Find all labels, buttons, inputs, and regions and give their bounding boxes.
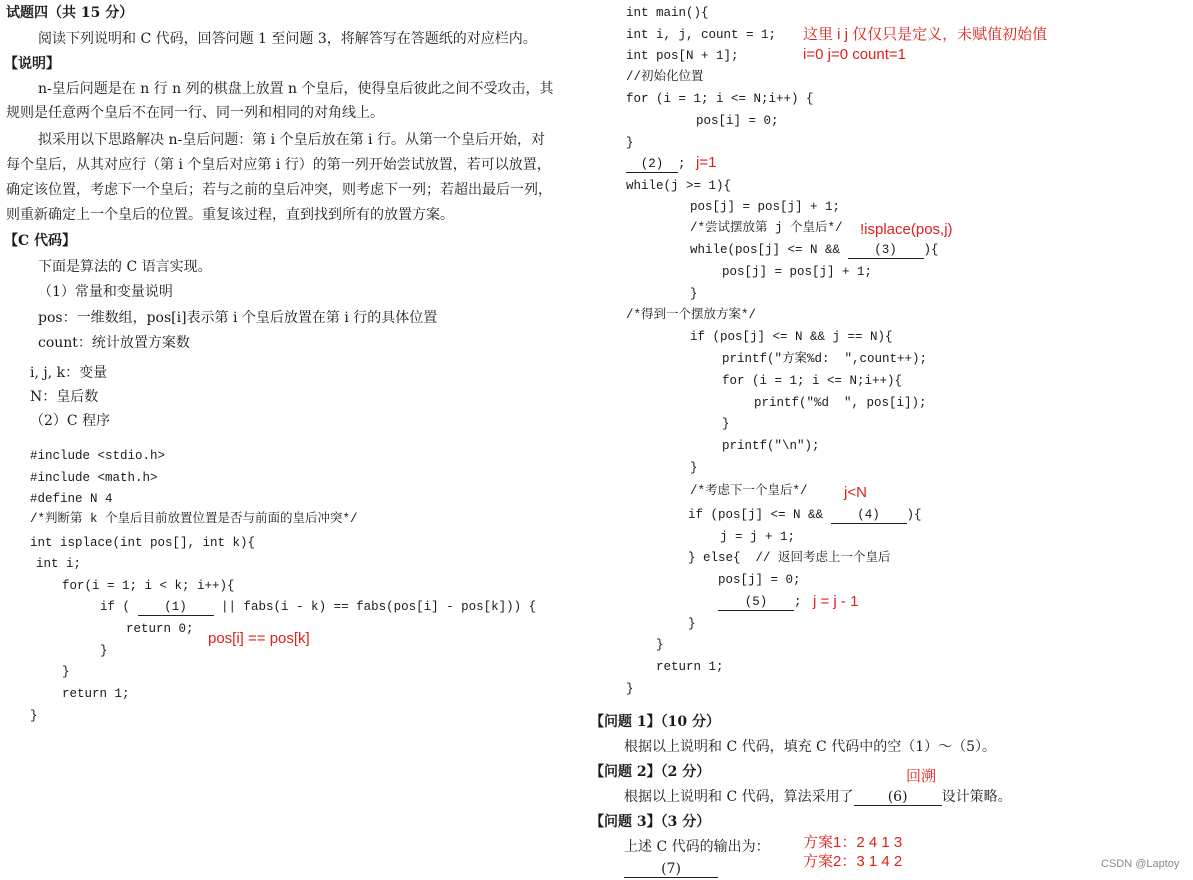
code-comment: /*尝试摆放第 j 个皇后*/: [690, 221, 843, 235]
annotation-note: i=0 j=0 count=1: [803, 46, 907, 63]
code-line: int isplace(int pos[], int k){: [30, 536, 256, 550]
code-line: }: [62, 665, 70, 679]
annotation-answer-3: !isplace(pos,j): [860, 221, 953, 238]
var-description: N：皇后数: [30, 389, 99, 405]
code-line-blank-3: [690, 242, 939, 259]
explanation-line: 拟采用以下思路解决 n-皇后问题：第 i 个皇后放在第 i 行。从第一个皇后开始，对: [38, 132, 545, 148]
code-line: }: [30, 709, 38, 723]
code-line: pos[i] = 0;: [696, 114, 779, 128]
code-line: while(j >= 1){: [626, 179, 732, 193]
ccode-heading: 【C 代码】: [4, 233, 77, 249]
answer-blank-3: (3): [848, 243, 924, 259]
question-fragment: 根据以上说明和 C 代码，算法采用了: [624, 789, 854, 805]
annotation-answer-4: j<N: [844, 484, 867, 501]
code-line: }: [722, 417, 730, 431]
code-line: for(i = 1; i < k; i++){: [62, 579, 235, 593]
question-fragment: 设计策略。: [941, 789, 1012, 805]
code-line: }: [100, 644, 108, 658]
explanation-line: n-皇后问题是在 n 行 n 列的棋盘上放置 n 个皇后，使得皇后彼此之间不受攻击，其: [38, 81, 554, 97]
code-line: for (i = 1; i <= N;i++){: [722, 374, 903, 388]
code-fragment: while(pos[j] <= N &&: [690, 243, 841, 257]
question-text-blank-6: [624, 788, 1012, 806]
code-line: printf("方案%d: ",count++);: [722, 352, 928, 366]
answer-blank-1: (1): [138, 600, 214, 616]
code-comment: /*得到一个摆放方案*/: [626, 308, 757, 322]
code-line: pos[j] = pos[j] + 1;: [690, 200, 841, 214]
explanation-line: 确定该位置，考虑下一个皇后；若与之前的皇后冲突，则考虑下一列；若超出最后一列，: [6, 182, 552, 198]
question-heading: 【问题 3】（3 分）: [590, 814, 711, 830]
explanation-line: 规则是任意两个皇后不在同一行、同一列和相同的对角线上。: [6, 105, 384, 121]
code-line: #define N 4: [30, 492, 113, 506]
question-text: 根据以上说明和 C 代码，填充 C 代码中的空（1）～（5）。: [624, 739, 997, 755]
subsection-heading: （1）常量和变量说明: [38, 284, 173, 300]
explanation-line: 每个皇后，从其对应行（第 i 个皇后对应第 i 行）的第一列开始尝试放置，若可以放置，: [6, 157, 551, 173]
annotation-answer-6: 回溯: [906, 768, 937, 785]
code-line: }: [690, 287, 698, 301]
question-heading: 【问题 1】（10 分）: [590, 714, 720, 730]
code-line: return 1;: [656, 660, 724, 674]
code-line: return 0;: [126, 622, 194, 636]
subsection-heading: （2）C 程序: [30, 413, 111, 429]
code-line: pos[j] = 0;: [718, 573, 801, 587]
answer-blank-5: (5): [718, 595, 794, 611]
code-line: printf("\n");: [722, 439, 820, 453]
code-line-blank-2: [626, 156, 686, 173]
answer-blank-4: (4): [831, 508, 907, 524]
annotation-answer-7: 方案1：2 4 1 3: [803, 834, 903, 851]
explanation-heading: 【说明】: [4, 56, 60, 72]
code-comment: /*考虑下一个皇后*/: [690, 484, 808, 498]
code-line: int i;: [36, 557, 82, 571]
annotation-answer-1: pos[i] == pos[k]: [208, 630, 310, 647]
watermark: CSDN @Laptoy: [1101, 858, 1180, 870]
question-text: 上述 C 代码的输出为：: [624, 839, 770, 855]
ccode-intro: 下面是算法的 C 语言实现。: [38, 259, 212, 275]
code-comment: /*判断第 k 个皇后目前放置位置是否与前面的皇后冲突*/: [30, 512, 358, 526]
code-line-blank-4: [688, 507, 922, 524]
annotation-answer-2: j=1: [696, 154, 717, 171]
code-line: #include <stdio.h>: [30, 449, 166, 463]
annotation-answer-5: j = j - 1: [813, 593, 859, 610]
code-fragment: ){: [923, 243, 939, 257]
code-fragment: ){: [906, 508, 922, 522]
code-line: int i, j, count = 1;: [626, 28, 777, 42]
code-comment: //初始化位置: [626, 70, 704, 84]
var-description: i, j, k：变量: [30, 365, 108, 381]
code-line: #include <math.h>: [30, 471, 158, 485]
code-line: }: [626, 136, 634, 150]
question-blank-line: [624, 860, 718, 878]
code-fragment: ;: [794, 595, 802, 609]
code-fragment: ;: [678, 157, 686, 171]
code-line: return 1;: [62, 687, 130, 701]
code-line: j = j + 1;: [720, 530, 796, 544]
code-line: }: [688, 617, 696, 631]
code-line: } else{ // 返回考虑上一个皇后: [688, 551, 891, 565]
code-line: if (pos[j] <= N && j == N){: [690, 330, 893, 344]
code-fragment: || fabs(i - k) == fabs(pos[i] - pos[k])) {: [221, 600, 537, 614]
annotation-note: 这里 i j 仅仅只是定义，未赋值初始值: [803, 26, 1048, 43]
code-line: }: [626, 682, 634, 696]
answer-blank-2: (2): [626, 157, 678, 173]
code-fragment: if (pos[j] <= N &&: [688, 508, 824, 522]
code-line-blank-5: [718, 594, 802, 611]
answer-blank-7: (7): [624, 862, 718, 878]
exam-intro: 阅读下列说明和 C 代码，回答问题 1 至问题 3，将解答写在答题纸的对应栏内。: [38, 31, 537, 47]
code-line-blank-1: [100, 599, 536, 616]
code-fragment: if (: [100, 600, 131, 614]
code-line: }: [690, 461, 698, 475]
annotation-answer-7: 方案2：3 1 4 2: [803, 853, 903, 870]
exam-title: 试题四（共 15 分）: [6, 5, 134, 21]
answer-blank-6: (6): [854, 790, 942, 806]
code-line: pos[j] = pos[j] + 1;: [722, 265, 873, 279]
code-line: printf("%d ", pos[i]);: [754, 396, 927, 410]
code-line: }: [656, 638, 664, 652]
var-description: count：统计放置方案数: [38, 335, 190, 351]
code-line: int pos[N + 1];: [626, 49, 739, 63]
code-line: int main(){: [626, 6, 709, 20]
question-heading: 【问题 2】（2 分）: [590, 764, 711, 780]
explanation-line: 则重新确定上一个皇后的位置。重复该过程，直到找到所有的放置方案。: [6, 207, 454, 223]
var-description: pos：一维数组，pos[i]表示第 i 个皇后放置在第 i 行的具体位置: [38, 310, 438, 326]
code-line: for (i = 1; i <= N;i++) {: [626, 92, 814, 106]
